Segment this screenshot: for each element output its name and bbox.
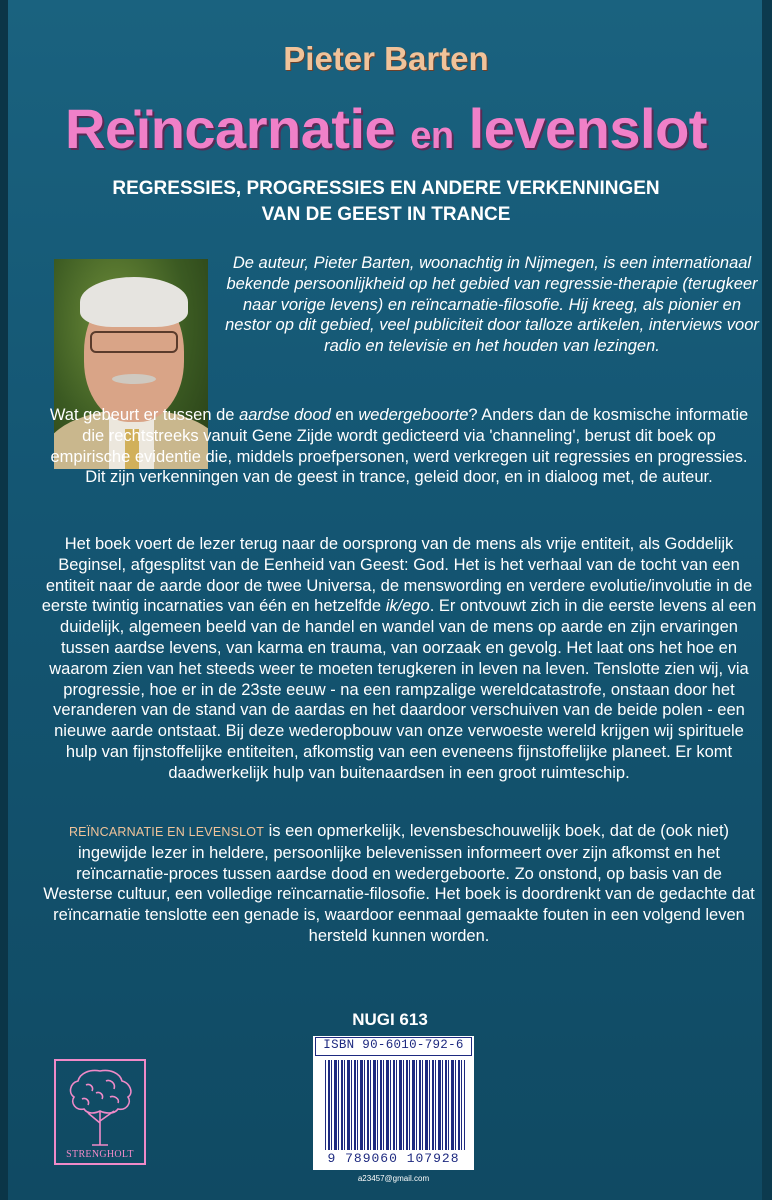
book-subtitle [0,176,772,228]
book-title [0,96,772,161]
title-part-1: Reïncarnatie [65,97,396,160]
publisher-name: STRENGHOLT [66,1149,134,1160]
para2-em-2: wedergeboorte [358,406,469,424]
para3-post: . Er ontvouwt zich in die eerste levens al een duidelijk, algemeen beeld van de handel en wandel van de mens op aarde en zijn ervaringen tussen aardse levens, van karma en trauma, van oorzaak en gevolg. Het laat ons het hoe en waarom zien van het steeds weer te moeten terugkeren in leven na leven. Tenslotte zien wij, via progressie, hoe er in de 23ste eeuw - na een rampzalige wereldcatastrofe, onstaan door het veranderen van de stand van de aardas en het daardoor verschuiven van de beide polen - een nieuwe aarde ontstaat. Bij deze wederopbouw van onze verwoeste wereld krijgen wij spirituele hulp van fijnstoffelijke entiteiten, afkomstig van een eveneens fijnstoffelijke planeet. Er komt daadwerkelijk hulp van buitenaardsen in een groot ruimteschip. [49,597,757,782]
subtitle-line-2: VAN DE GEEST IN TRANCE [261,204,511,225]
subtitle-line-1: REGRESSIES, PROGRESSIES EN ANDERE VERKENNINGEN [112,178,660,199]
para4-post: is een opmerkelijk, levensbeschouwelijk boek, dat de (ook niet) ingewijde lezer in heldere, persoonlijke belevenissen informeert over zijn afkomst en het reïncarnatie-proces tussen aardse dood en wedergeboorte. Zo onstond, op basis van de Westerse cultuur, een volledige reïncarnatie-filosofie. Het boek is doordrenkt van de gedachte dat reïncarnatie tenslotte een genade is, waardoor eenmaal gemaakte fouten in een volgend leven hersteld kunnen worden. [43,822,755,945]
author-bio: De auteur, Pieter Barten, woonachtig in Nijmegen, is een internationaal bekende persoonlijkheid op het gebied van regressie-therapie (terugkeer naar vorige levens) en reïncarnatie-filosofie. Hij kreeg, als pionier en nestor op dit gebied, veel publiciteit door talloze artikelen, interviews voor radio en televisie en het houden van lezingen. [225,254,759,356]
para2-pre: Wat gebeurt er tussen de [49,406,240,424]
photo-mustache [112,374,156,384]
blurb-paragraph-3 [40,534,758,784]
blurb-paragraph-2 [40,405,758,488]
para2-mid: en [330,406,359,424]
barcode-bars [325,1060,465,1150]
watermark-email: a23457@gmail.com [357,1174,430,1183]
barcode [313,1036,474,1170]
title-part-2: levenslot [468,97,707,160]
ean-number: 9 789060 107928 [327,1151,460,1166]
para3-pre: Het boek voert de lezer terug naar de oorsprong van de mens als vrije entiteit, als Goddelijk Beginsel, afgesplitst van de Eenheid van Geest: God. Het is het verhaal van de tocht van een entiteit naar de aarde door de twee Universa, de menswording en verdere evolutie/involutie in de eerste twintig incarnaties van één en hetzelfde [41,535,753,616]
nugi-code: NUGI 613 [352,1010,428,1029]
isbn-number: ISBN 90-6010-792-6 [323,1038,464,1052]
publisher-logo [54,1059,146,1165]
tree-icon [62,1065,138,1149]
para2-post: ? Anders dan de kosmische informatie die rechtstreeks vanuit Gene Zijde wordt gedicteerd via 'channeling', berust dit boek op empirische evidentie die, middels proefpersonen, werd verkregen uit regressies en progressies. Dit zijn verkenningen van de geest in trance, geleid door, en in dialoog met, de auteur. [50,406,749,487]
para4-lead: REÏNCARNATIE EN LEVENSLOT [68,825,265,839]
photo-hair [80,277,188,327]
photo-glasses [90,331,178,353]
author-name: Pieter Barten [283,40,489,77]
blurb-paragraph-4 [40,821,758,947]
title-connector: en [410,115,454,157]
para2-em-1: aardse dood [239,406,331,424]
para3-em: ik/ego [385,597,430,616]
